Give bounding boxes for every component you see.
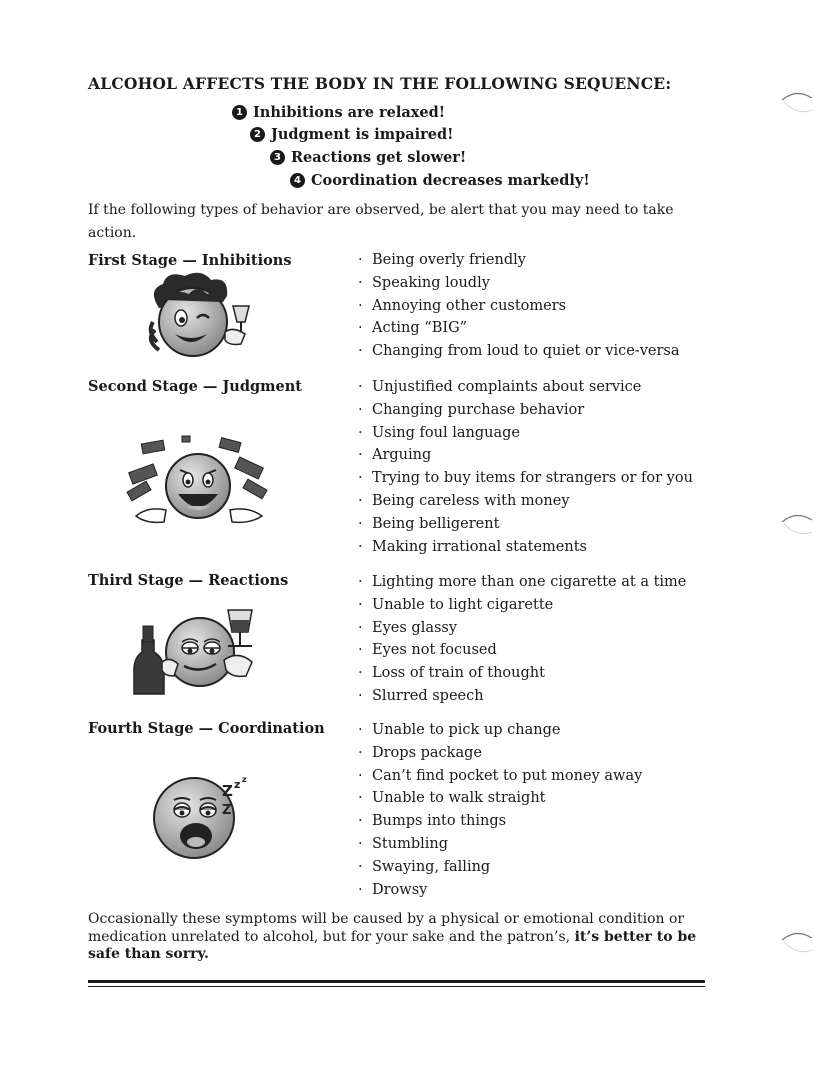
list-item: · Can’t find pocket to put money away bbox=[358, 767, 643, 784]
punch-hole-mark bbox=[778, 508, 818, 544]
list-item: · Drowsy bbox=[358, 881, 428, 898]
behavior-list bbox=[358, 376, 693, 558]
sequence-text: Inhibitions are relaxed! bbox=[253, 104, 446, 121]
svg-text:z: z bbox=[234, 778, 241, 791]
list-item: · Annoying other customers bbox=[358, 297, 567, 314]
stage-heading: Third Stage — Reactions bbox=[88, 572, 289, 589]
list-item: · Changing from loud to quiet or vice-versa bbox=[358, 343, 680, 360]
list-item: · Drops package bbox=[358, 744, 482, 761]
list-item: · Eyes glassy bbox=[358, 619, 458, 636]
list-item: · Loss of train of thought bbox=[358, 665, 545, 682]
number-badge: 4 bbox=[290, 173, 305, 188]
list-item: · Being overly friendly bbox=[358, 252, 526, 268]
number-badge: 1 bbox=[232, 105, 247, 120]
list-item: · Making irrational statements bbox=[358, 538, 587, 555]
winking-face-icon bbox=[145, 270, 260, 366]
list-item: · Arguing bbox=[358, 447, 432, 464]
list-item: · Stumbling bbox=[358, 835, 449, 852]
sequence-item bbox=[232, 104, 445, 121]
list-item: · Swaying, falling bbox=[358, 858, 491, 875]
divider-rule bbox=[88, 986, 705, 987]
number-badge: 2 bbox=[250, 127, 265, 142]
page-title: ALCOHOL AFFECTS THE BODY IN THE FOLLOWING SEQUENCE: bbox=[88, 74, 672, 93]
behavior-list bbox=[358, 249, 679, 363]
stage-heading: Fourth Stage — Coordination bbox=[88, 720, 325, 737]
number-badge: 3 bbox=[270, 150, 285, 165]
svg-text:z: z bbox=[242, 775, 247, 784]
sequence-item bbox=[270, 149, 466, 166]
drowsy-face-icon bbox=[148, 770, 258, 866]
behavior-list bbox=[358, 571, 686, 708]
sequence-text: Coordination decreases markedly! bbox=[311, 172, 590, 189]
list-item: · Bumps into things bbox=[358, 813, 507, 830]
divider-rule bbox=[88, 980, 705, 983]
intro-paragraph: If the following types of behavior are observed, be alert that you may need to take action. bbox=[88, 202, 674, 241]
sequence-text: Reactions get slower! bbox=[291, 149, 467, 166]
list-item: · Trying to buy items for strangers or for you bbox=[358, 470, 693, 487]
behavior-list bbox=[358, 719, 642, 901]
list-item: · Changing purchase behavior bbox=[358, 401, 585, 418]
list-item: · Lighting more than one cigarette at a time bbox=[358, 574, 687, 590]
footer-emphasis: it’s better to be safe than sorry. bbox=[88, 928, 697, 962]
sequence-item bbox=[250, 126, 454, 143]
punch-hole-mark bbox=[778, 926, 818, 962]
list-item: · Unjustified complaints about service bbox=[358, 379, 642, 395]
sequence-text: Judgment is impaired! bbox=[271, 126, 454, 143]
stage-heading: Second Stage — Judgment bbox=[88, 378, 302, 395]
svg-text:Z: Z bbox=[222, 782, 233, 800]
footer-text: Occasionally these symptoms will be caused by a physical or emotional condition or medication unrelated to alcohol, but for your sake and the patron’s, bbox=[88, 911, 685, 945]
list-item: · Being belligerent bbox=[358, 515, 500, 532]
list-item: · Eyes not focused bbox=[358, 642, 497, 659]
list-item: · Acting “BIG” bbox=[358, 320, 468, 337]
glassy-eyed-face-icon bbox=[128, 600, 263, 700]
list-item: · Slurred speech bbox=[358, 687, 484, 704]
list-item: · Speaking loudly bbox=[358, 274, 490, 291]
list-item: · Using foul language bbox=[358, 424, 520, 441]
sequence-item bbox=[290, 172, 590, 189]
laughing-face-icon bbox=[126, 434, 271, 534]
list-item: · Being careless with money bbox=[358, 492, 570, 509]
stage-heading: First Stage — Inhibitions bbox=[88, 252, 292, 269]
list-item: · Unable to pick up change bbox=[358, 722, 561, 738]
footer-note bbox=[88, 911, 713, 964]
list-item: · Unable to light cigarette bbox=[358, 596, 554, 613]
svg-text:Z: Z bbox=[222, 803, 232, 818]
list-item: · Unable to walk straight bbox=[358, 790, 546, 807]
punch-hole-mark bbox=[778, 86, 818, 122]
